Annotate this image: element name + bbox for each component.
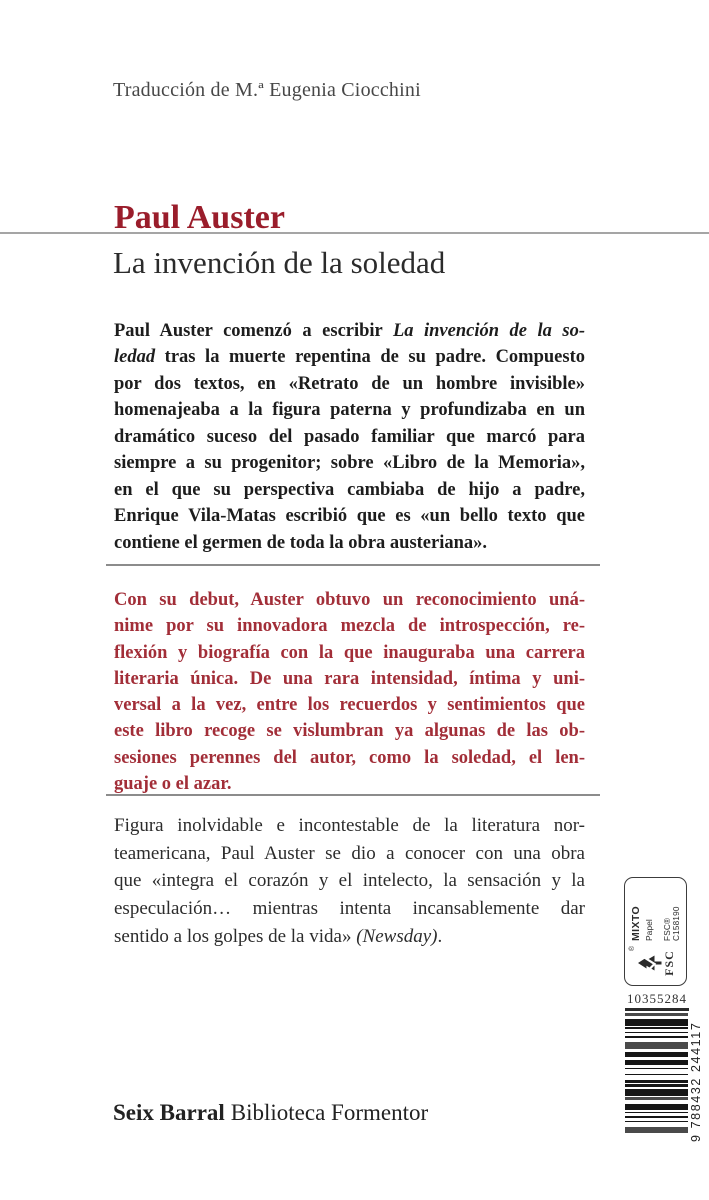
synopsis-paragraph: Paul Auster comenzó a escribir La invención de la so- ledad tras la muerte repentina de su padre. Compuesto por dos textos, en «Retrato de un hombre invisible» homenajeaba a la figura paterna y profundizaba en un dramático suceso del pasado familiar que marcó para siempre a su progenitor; sobre «Libro de la Memoria», en el que su perspectiva cambiaba de hijo a padre, Enrique Vila-Matas escribió que es «un bello texto que contiene el germen de toda la obra austeriana».	[114, 321, 585, 553]
fsc-tree-icon	[637, 952, 663, 974]
author-name: Paul Auster	[114, 199, 285, 236]
publisher-imprint	[113, 1100, 428, 1126]
author-bio-paragraph: Figura inolvidable e incontestable de la literatura nor- teamericana, Paul Auster se dio a conocer con una obra que «integra el corazón y el intelecto, la sensación y la especulación… mientras intenta incansablemente dar sentido a los golpes de la vida» (Newsday).	[114, 815, 585, 947]
translation-note: Traducción de M.ª Eugenia Ciocchini	[113, 79, 421, 101]
fsc-label-content	[624, 877, 687, 986]
fsc-mixto-label: MIXTO	[630, 905, 642, 941]
print-number: 10355284	[627, 991, 687, 1006]
collection-name: Biblioteca Formentor	[230, 1100, 429, 1125]
header-rule	[0, 232, 709, 234]
isbn-number: 9 788432 244117	[689, 1021, 703, 1142]
fsc-wordmark: FSC	[661, 950, 676, 976]
publisher-name: Seix Barral	[113, 1100, 225, 1125]
fsc-logo	[630, 948, 681, 978]
fsc-papel-label: Papel	[644, 919, 654, 941]
highlight-paragraph: Con su debut, Auster obtuvo un reconocimiento uná- nime por su innovadora mezcla de introspección, re- flexión y biografía con la que inauguraba una carrera literaria única. De una rara intensidad, íntima y uni- versal a la vez, entre los recuerdos y sentimientos que este libro recoge se vislumbran ya algunas de las ob- sesiones perennes del autor, como la soledad, el len- guaje o el azar.	[114, 590, 585, 795]
book-title: La invención de la soledad	[113, 245, 446, 280]
fsc-cert-number: FSC® C158190	[663, 906, 681, 941]
registered-mark: ®	[629, 946, 636, 952]
divider-line-top	[106, 564, 600, 566]
divider-line-bottom	[106, 794, 600, 796]
barcode-top-rule	[625, 1008, 689, 1011]
fsc-label-text	[630, 885, 681, 941]
barcode-bars	[625, 1013, 688, 1140]
fsc-certification-label	[624, 877, 687, 986]
